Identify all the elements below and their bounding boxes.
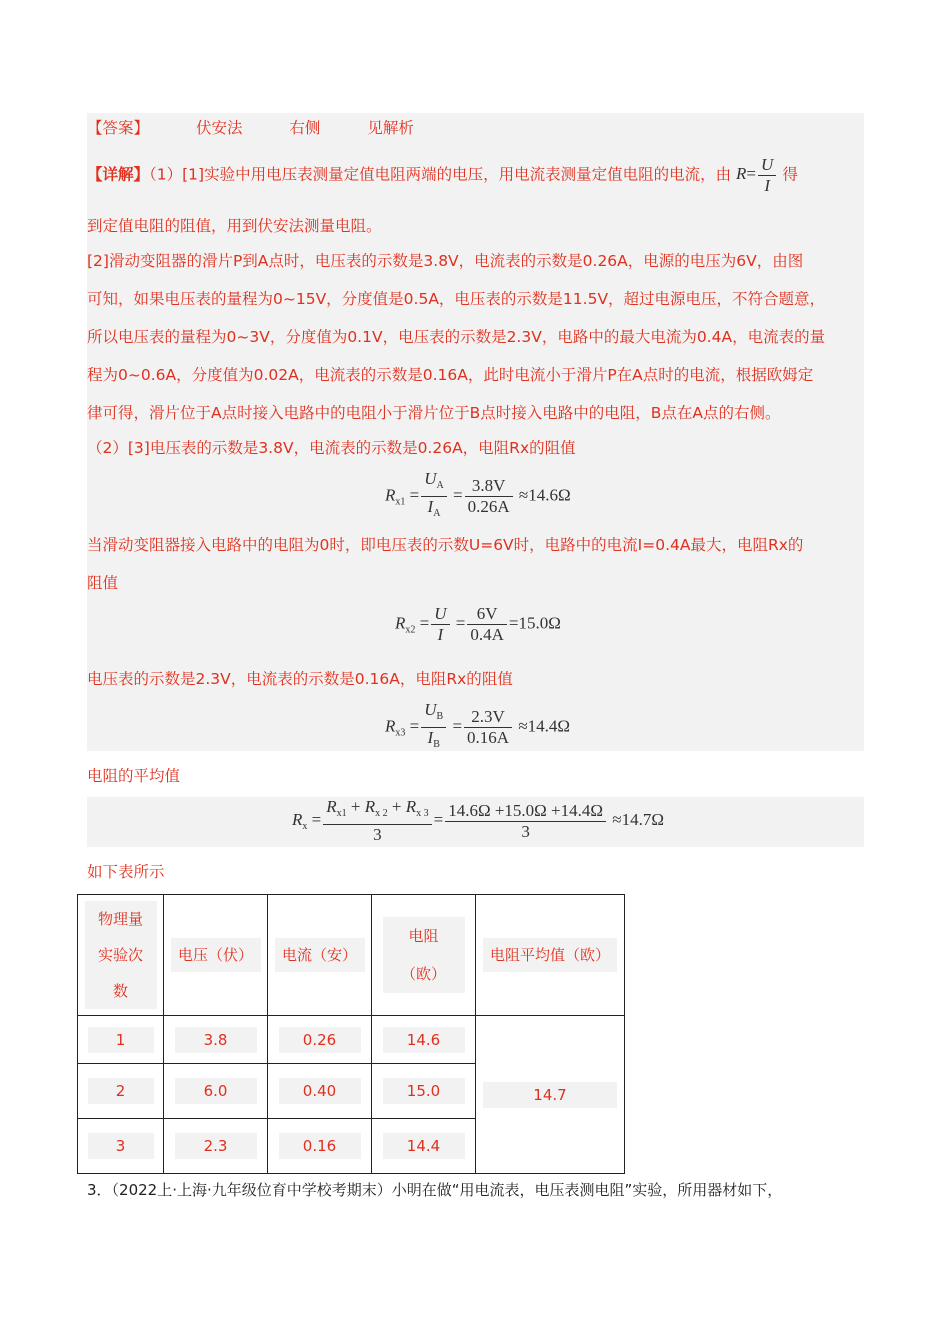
para4-line-1: 当滑动变阻器接入电路中的电阻为0时，即电压表的示数U=6V时，电路中的电流I=0.4A最大，电阻Rx的 xyxy=(87,536,804,554)
header-cell-average: 电阻平均值（欧） xyxy=(476,895,625,1016)
table-row: 3 2.3 0.16 14.4 xyxy=(78,1119,625,1174)
answer-background xyxy=(87,113,864,751)
header-cell-quantity: 物理量 实验次 数 xyxy=(78,895,164,1016)
table-row: 2 6.0 0.40 15.0 xyxy=(78,1064,625,1119)
average-formula: $R_x$ = $\frac{R_{x1} + R_{x 2} + R_{x 3}}{3}$ = $\frac{14.6\Omega +15.0\Omega +14.4\Omega}{3}$ ≈14.7Ω xyxy=(292,797,664,844)
para2-line-2: 可知，如果电压表的量程为0~15V，分度值是0.5A，电压表的示数是11.5V，超过电源电压，不符合题意， xyxy=(87,290,826,308)
next-question: 3．（2022上·上海·九年级位育中学校考期末）小明在做“用电流表，电压表测电阻”实验，所用器材如下， xyxy=(87,1181,783,1199)
average-cell: 14.7 xyxy=(476,1016,625,1174)
detail-text-1: （1）[1]实验中用电压表测量定值电阻两端的电压，用电流表测量定值电阻的电流，由 xyxy=(149,165,732,184)
ohm-formula: R= $\frac{U}{I}$ xyxy=(736,164,783,183)
detail-line-2: 到定值电阻的阻值，用到伏安法测量电阻。 xyxy=(87,217,382,235)
header-cell-current: 电流（安） xyxy=(268,895,372,1016)
answer-line xyxy=(87,118,414,138)
answer-blank-2: 右侧 xyxy=(289,119,321,137)
para2-line-3: 所以电压表的量程为0~3V，分度值为0.1V，电压表的示数是2.3V，电路中的最大电流为0.4A，电流表的量 xyxy=(87,328,826,346)
para2-line-4: 程为0~0.6A，分度值为0.02A，电流表的示数是0.16A，此时电流小于滑片P在A点时的电流，根据欧姆定 xyxy=(87,366,814,384)
rx2-formula: $R_{x2}$ = $\frac{U}{I}$ = $\frac{6V}{0.4A}$ =15.0Ω xyxy=(395,604,561,644)
detail-text-1-suffix: 得 xyxy=(782,165,799,184)
answer-label: 【答案】 xyxy=(87,119,150,137)
average-label: 电阻的平均值 xyxy=(87,767,181,785)
para2-line-1: [2]滑动变阻器的滑片P到A点时，电压表的示数是3.8V，电流表的示数是0.26A，电源的电压为6V，由图 xyxy=(87,252,804,270)
para4-line-2: 阻值 xyxy=(87,574,119,592)
rx1-formula: $R_{x1}$ = $\frac{U_A}{I_A}$ = $\frac{3.8V}{0.26A}$ ≈14.6Ω xyxy=(385,469,571,519)
para3: （2）[3]电压表的示数是3.8V，电流表的示数是0.26A，电阻Rx的阻值 xyxy=(87,439,576,457)
table-row: 1 3.8 0.26 14.6 14.7 xyxy=(78,1016,625,1064)
rx3-formula: $R_{x3}$ = $\frac{U_B}{I_B}$ = $\frac{2.3V}{0.16A}$ ≈14.4Ω xyxy=(385,700,571,750)
answer-blank-3: 见解析 xyxy=(367,119,414,137)
detail-line-1 xyxy=(87,156,798,195)
table-label: 如下表所示 xyxy=(87,863,165,881)
para5: 电压表的示数是2.3V，电流表的示数是0.16A，电阻Rx的阻值 xyxy=(87,670,513,688)
results-table xyxy=(77,894,625,1174)
answer-blank-1: 伏安法 xyxy=(195,119,243,137)
header-cell-resistance: 电阻 （欧） xyxy=(372,895,476,1016)
detail-label: 【详解】 xyxy=(87,165,150,184)
para2-line-5: 律可得，滑片位于A点时接入电路中的电阻小于滑片位于B点时接入电路中的电阻，B点在A点的右侧。 xyxy=(87,404,781,422)
header-cell-voltage: 电压（伏） xyxy=(164,895,268,1016)
